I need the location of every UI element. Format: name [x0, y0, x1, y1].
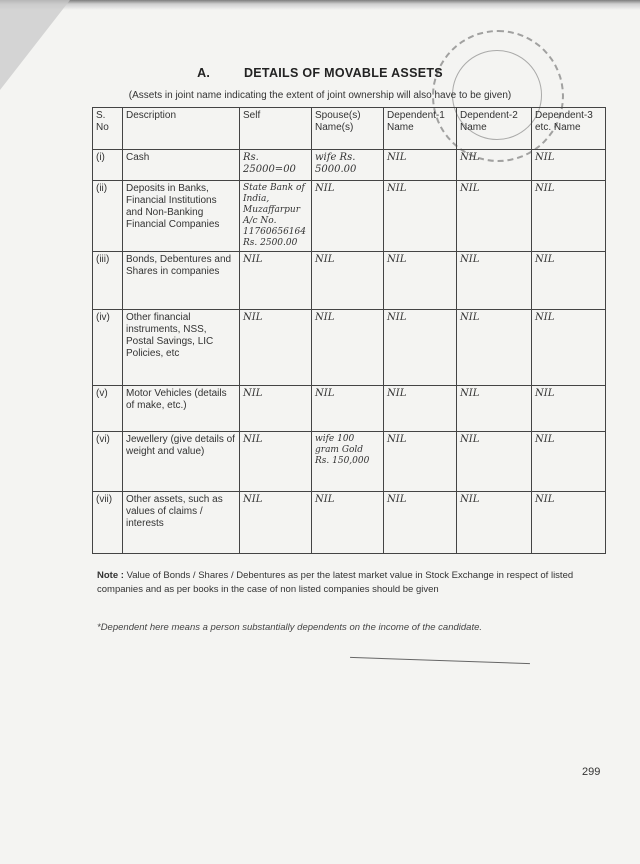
- row-number: (ii): [93, 181, 123, 252]
- spouse-value: NIL: [312, 181, 384, 252]
- row-description: Jewellery (give details of weight and value): [123, 432, 240, 492]
- dependent-3-value: NIL: [532, 181, 606, 252]
- dependent-3-value: NIL: [532, 432, 606, 492]
- table-row: [93, 492, 606, 554]
- dependent-2-value: NIL: [457, 150, 532, 181]
- table-row: [93, 432, 606, 492]
- table-row: [93, 181, 606, 252]
- dependent-3-value: NIL: [532, 310, 606, 386]
- spouse-value: NIL: [312, 386, 384, 432]
- row-number: (v): [93, 386, 123, 432]
- row-number: (iv): [93, 310, 123, 386]
- row-description: Other financial instruments, NSS, Postal Savings, LIC Policies, etc: [123, 310, 240, 386]
- col-header-spouse: Spouse(s) Name(s): [312, 108, 384, 150]
- row-description: Bonds, Debentures and Shares in companies: [123, 252, 240, 310]
- movable-assets-table: [92, 107, 606, 554]
- page-number: 299: [582, 766, 601, 778]
- spouse-value: NIL: [312, 492, 384, 554]
- table-header-row: [93, 108, 606, 150]
- row-number: (i): [93, 150, 123, 181]
- dependent-1-value: NIL: [384, 181, 457, 252]
- table-row: [93, 310, 606, 386]
- row-number: (vi): [93, 432, 123, 492]
- dependent-1-value: NIL: [384, 386, 457, 432]
- col-header-self: Self: [240, 108, 312, 150]
- table-row: [93, 386, 606, 432]
- col-header-dependent-3: Dependent-3 etc. Name: [532, 108, 606, 150]
- dependent-2-value: NIL: [457, 310, 532, 386]
- note-paragraph: [97, 569, 607, 597]
- spouse-value: wife 100 gram Gold Rs. 150,000: [312, 432, 384, 492]
- note-text: Value of Bonds / Shares / Debentures as per the latest market value in Stock Exchange in respect of listed companies and as per books in the case of non listed companies should be given: [97, 570, 574, 595]
- dependent-3-value: NIL: [532, 150, 606, 181]
- table-row: [93, 252, 606, 310]
- self-value: NIL: [240, 310, 312, 386]
- dependent-2-value: NIL: [457, 252, 532, 310]
- dependent-footnote: *Dependent here means a person substantially dependents on the income of the candidate.: [97, 622, 483, 633]
- dependent-2-value: NIL: [457, 181, 532, 252]
- spouse-value: NIL: [312, 310, 384, 386]
- row-description: Cash: [123, 150, 240, 181]
- dependent-3-value: NIL: [532, 252, 606, 310]
- dependent-1-value: NIL: [384, 310, 457, 386]
- dependent-2-value: NIL: [457, 492, 532, 554]
- col-header-dependent-1: Dependent-1 Name: [384, 108, 457, 150]
- spouse-value: NIL: [312, 252, 384, 310]
- col-header-sno: S. No: [93, 108, 123, 150]
- dependent-1-value: NIL: [384, 492, 457, 554]
- note-label: Note :: [97, 570, 124, 581]
- row-number: (vii): [93, 492, 123, 554]
- dependent-3-value: NIL: [532, 492, 606, 554]
- col-header-dependent-2: Dependent-2 Name: [457, 108, 532, 150]
- table-row: [93, 150, 606, 181]
- row-description: Other assets, such as values of claims / interests: [123, 492, 240, 554]
- col-header-description: Description: [123, 108, 240, 150]
- section-letter: A.: [197, 66, 211, 80]
- section-heading: DETAILS OF MOVABLE ASSETS: [243, 66, 443, 80]
- row-description: Motor Vehicles (details of make, etc.): [123, 386, 240, 432]
- row-number: (iii): [93, 252, 123, 310]
- self-value: NIL: [240, 386, 312, 432]
- signature-line: [350, 657, 530, 664]
- dependent-1-value: NIL: [384, 150, 457, 181]
- self-value: NIL: [240, 492, 312, 554]
- dependent-3-value: NIL: [532, 386, 606, 432]
- self-value: NIL: [240, 252, 312, 310]
- self-value: State Bank of India, Muzaffarpur A/c No. 11760656164 Rs. 2500.00: [240, 181, 312, 252]
- dependent-1-value: NIL: [384, 432, 457, 492]
- self-value: NIL: [240, 432, 312, 492]
- dependent-1-value: NIL: [384, 252, 457, 310]
- scan-edge: [0, 0, 640, 10]
- self-value: Rs. 25000=00: [240, 150, 312, 181]
- section-subtitle: (Assets in joint name indicating the extent of joint ownership will also have to be given): [128, 90, 512, 101]
- dependent-2-value: NIL: [457, 386, 532, 432]
- spouse-value: wife Rs. 5000.00: [312, 150, 384, 181]
- dependent-2-value: NIL: [457, 432, 532, 492]
- row-description: Deposits in Banks, Financial Institutions and Non-Banking Financial Companies: [123, 181, 240, 252]
